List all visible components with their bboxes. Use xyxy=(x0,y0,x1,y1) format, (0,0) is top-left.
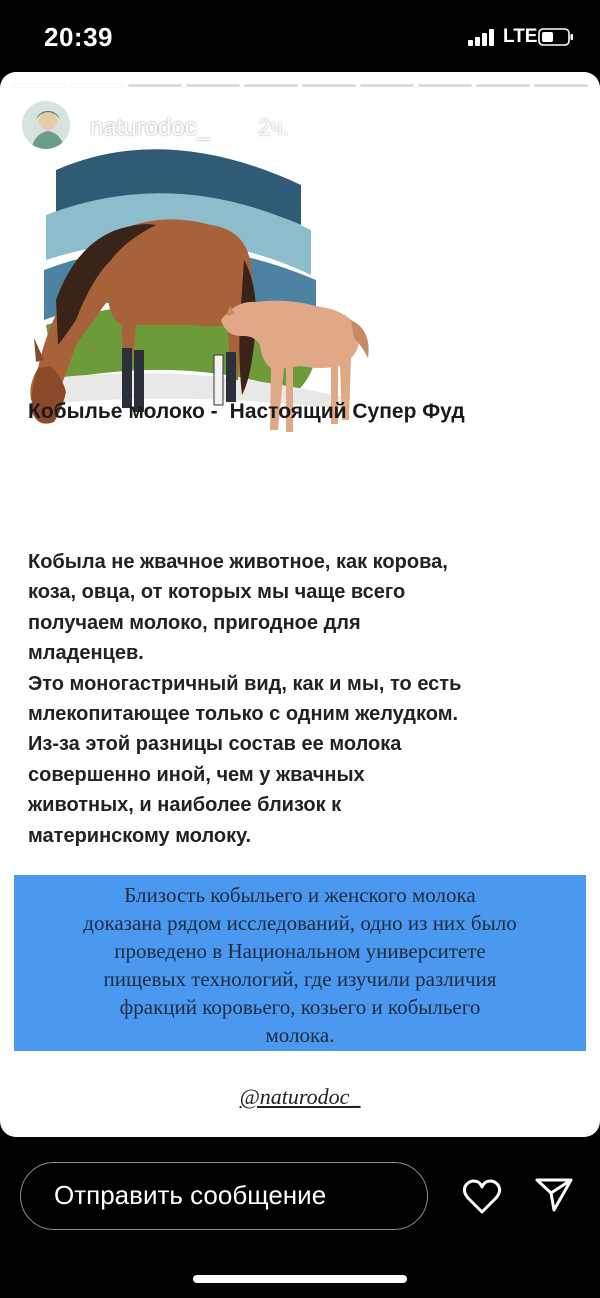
headline-part-1: Кобылье молоко - xyxy=(28,400,218,423)
progress-segment xyxy=(186,84,240,87)
story-header xyxy=(0,98,600,158)
progress-segment xyxy=(534,84,588,87)
story-body-text xyxy=(28,547,576,851)
body-line: Из-за этой разницы состав ее молока xyxy=(28,733,402,756)
send-message-input[interactable]: Отправить сообщение xyxy=(20,1162,428,1230)
progress-segment xyxy=(70,84,124,87)
close-icon[interactable] xyxy=(548,104,588,144)
network-type: LTE xyxy=(503,26,538,47)
status-time: 20:39 xyxy=(44,22,113,52)
body-line: получаем молоко, пригодное для xyxy=(28,611,361,634)
battery-icon xyxy=(538,27,574,47)
story-age: 2ч. xyxy=(258,114,290,140)
home-indicator[interactable] xyxy=(193,1275,407,1283)
handle-caption: @naturodoc_ xyxy=(239,1084,361,1109)
story-progress xyxy=(12,84,588,88)
highlight-line: проведено в Национальном университете xyxy=(114,939,486,963)
cellular-signal-icon xyxy=(468,28,496,46)
body-line: коза, овца, от которых мы чаще всего xyxy=(28,581,406,604)
body-line: младенцев. xyxy=(28,642,144,665)
story-card[interactable] xyxy=(0,72,600,1137)
progress-segment xyxy=(418,84,472,87)
progress-segment xyxy=(12,84,66,87)
body-line: совершенно иной, чем у жвачных xyxy=(28,763,365,786)
progress-segment xyxy=(360,84,414,87)
avatar[interactable] xyxy=(20,99,72,151)
highlight-line: фракций коровьего, козьего и кобыльего xyxy=(119,995,481,1019)
body-line: материнскому молоку. xyxy=(28,824,252,847)
send-icon[interactable] xyxy=(534,1176,574,1214)
body-line: животных, и наиболее близок к xyxy=(28,794,342,817)
more-horizontal-icon[interactable] xyxy=(490,116,524,140)
progress-segment xyxy=(244,84,298,87)
highlight-box xyxy=(14,875,586,1051)
profile-photo-icon xyxy=(22,101,72,151)
story-username[interactable]: naturodoc_ xyxy=(90,114,211,141)
body-line: Кобыла не жвачное животное, как корова, xyxy=(28,551,448,573)
heart-icon[interactable] xyxy=(462,1178,502,1216)
headline-part-2: Настоящий Супер Фуд xyxy=(229,400,465,423)
status-bar xyxy=(0,0,600,72)
body-line: млекопитающее только с одним желудком. xyxy=(28,703,459,726)
highlight-line: пищевых технологий, где изучили различия xyxy=(103,967,497,991)
horse-illustration xyxy=(16,130,382,442)
body-line: Это моногастричный вид, как и мы, то есть xyxy=(28,672,462,695)
highlight-line: Близость кобыльего и женского молока xyxy=(124,883,476,907)
progress-segment xyxy=(128,84,182,87)
highlight-line: молока. xyxy=(265,1023,335,1047)
story-headline xyxy=(28,400,588,424)
highlight-line: доказана рядом исследований, одно из них было xyxy=(83,911,517,935)
progress-segment xyxy=(476,84,530,87)
progress-segment xyxy=(302,84,356,87)
